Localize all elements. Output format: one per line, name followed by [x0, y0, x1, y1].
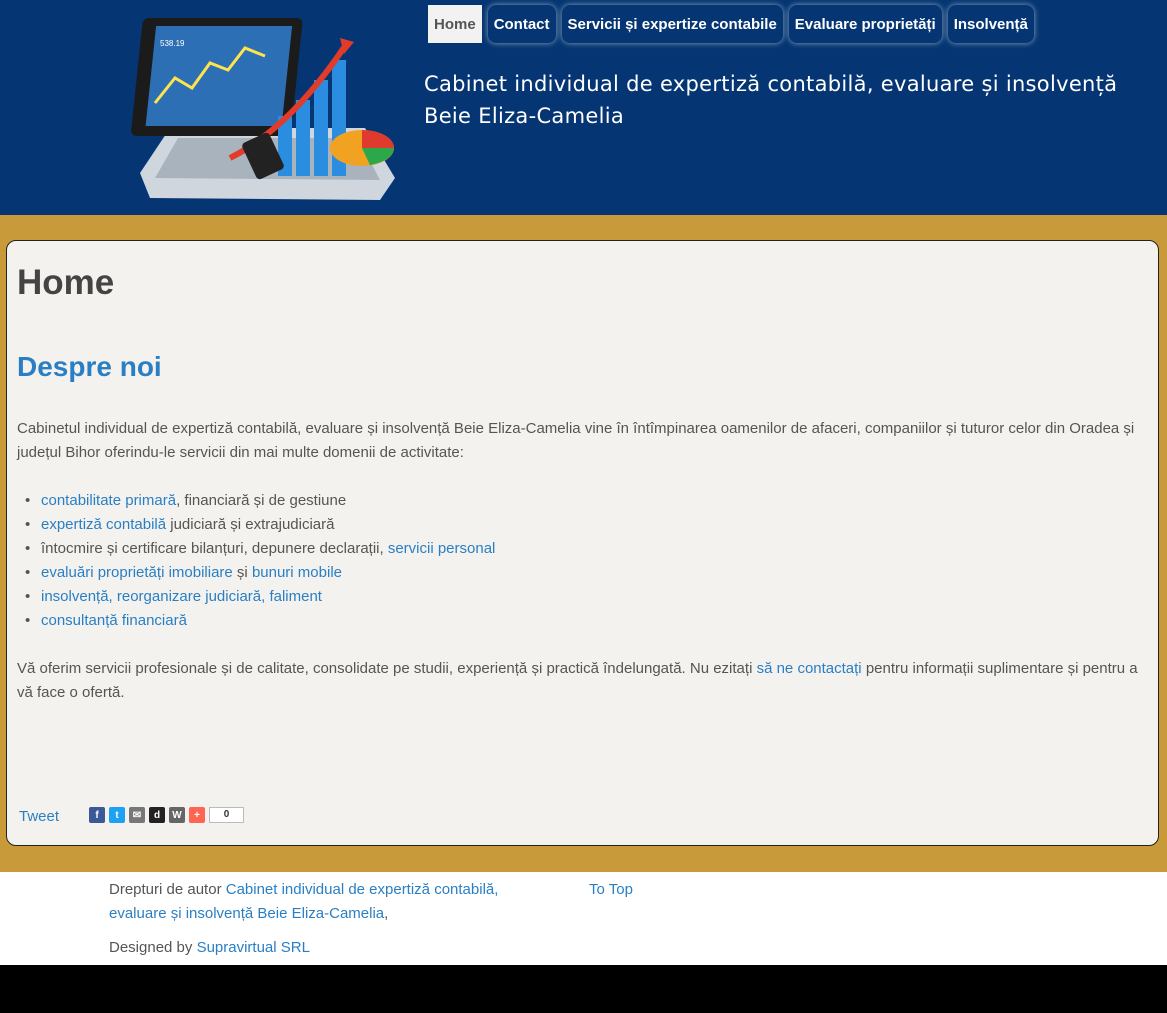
main-content — [6, 240, 1159, 846]
site-footer — [0, 872, 1167, 965]
main-navigation — [428, 5, 1034, 43]
page-title: Home — [17, 263, 115, 302]
nav-item-home[interactable]: Home — [428, 5, 482, 43]
site-title-line-1: Cabinet individual de expertiză contabilă, evaluare și insolvență — [424, 72, 1118, 96]
wordpress-icon[interactable]: W — [169, 807, 185, 823]
list-item — [17, 585, 495, 609]
service-link-insolvency[interactable]: insolvență, reorganizare judiciară, faliment — [41, 588, 322, 605]
contact-us-link[interactable]: să ne contactați — [756, 660, 862, 677]
facebook-icon[interactable]: f — [89, 807, 105, 823]
services-list — [17, 489, 495, 633]
designed-by-text: Designed by Supravirtual SRL — [109, 939, 310, 956]
service-link-personnel[interactable]: servicii personal — [387, 540, 496, 557]
nav-item-insolvency[interactable]: Insolvență — [948, 5, 1034, 43]
service-link-accounting-expertise[interactable]: expertiză contabilă — [41, 516, 167, 533]
share-count: 0 — [209, 807, 244, 823]
copyright-link[interactable]: Cabinet individual de expertiză contabilă, evaluare și insolvență Beie Eliza-Camelia — [109, 881, 499, 922]
nav-item-property-evaluation[interactable]: Evaluare proprietăți — [789, 5, 942, 43]
list-item: • contabilitate primară, financiară și de gestiune — [17, 489, 495, 513]
site-title — [424, 68, 1117, 132]
twitter-icon[interactable]: t — [109, 807, 125, 823]
service-link-movable-assets[interactable]: bunuri mobile — [251, 564, 342, 581]
service-link-real-estate-evaluation[interactable]: evaluări proprietăți imobiliare — [41, 564, 233, 581]
service-link-financial-consulting[interactable]: consultanță financiară — [41, 612, 187, 629]
tweet-link[interactable]: Tweet — [19, 808, 60, 825]
to-top-link[interactable]: To Top — [589, 881, 633, 898]
site-header — [0, 0, 1167, 215]
outro-paragraph: Vă oferim servicii profesionale și de calitate, consolidate pe studii, experiență și practică îndelungată. Nu ezitați să ne contactați pentru informații suplimentare și pentru a vă face o ofertă. — [17, 660, 1138, 701]
list-item: • expertiză contabilă judiciară și extrajudiciară — [17, 513, 495, 537]
list-item: • evaluări proprietăți imobiliare și bunuri mobile — [17, 561, 495, 585]
service-link-primary-accounting[interactable]: contabilitate primară — [41, 492, 177, 509]
svg-text:538.19: 538.19 — [160, 39, 185, 48]
email-icon[interactable]: ✉ — [129, 807, 145, 823]
digg-icon[interactable]: d — [149, 807, 165, 823]
share-bar — [89, 807, 244, 823]
copyright-text: Drepturi de autor Cabinet individual de expertiză contabilă, evaluare și insolvență Beie Eliza-Camelia, — [109, 881, 499, 922]
list-item — [17, 609, 495, 633]
section-title: Despre noi — [17, 351, 162, 382]
laptop-charts-logo — [130, 8, 398, 206]
designer-link[interactable]: Supravirtual SRL — [196, 939, 310, 956]
nav-item-contact[interactable]: Contact — [488, 5, 556, 43]
list-item: • întocmire și certificare bilanțuri, depunere declarații, servicii personal — [17, 537, 495, 561]
add-more-icon[interactable]: + — [189, 807, 205, 823]
nav-item-services[interactable]: Servicii și expertize contabile — [562, 5, 783, 43]
intro-paragraph: Cabinetul individual de expertiză contabilă, evaluare și insolvență Beie Eliza-Camelia vine în întîmpinarea oamenilor de afaceri, companiilor și tuturor celor din Oradea și județul Bihor oferindu-le servicii din mai multe domenii de activitate: — [17, 420, 1135, 461]
site-title-line-2: Beie Eliza-Camelia — [424, 104, 625, 128]
